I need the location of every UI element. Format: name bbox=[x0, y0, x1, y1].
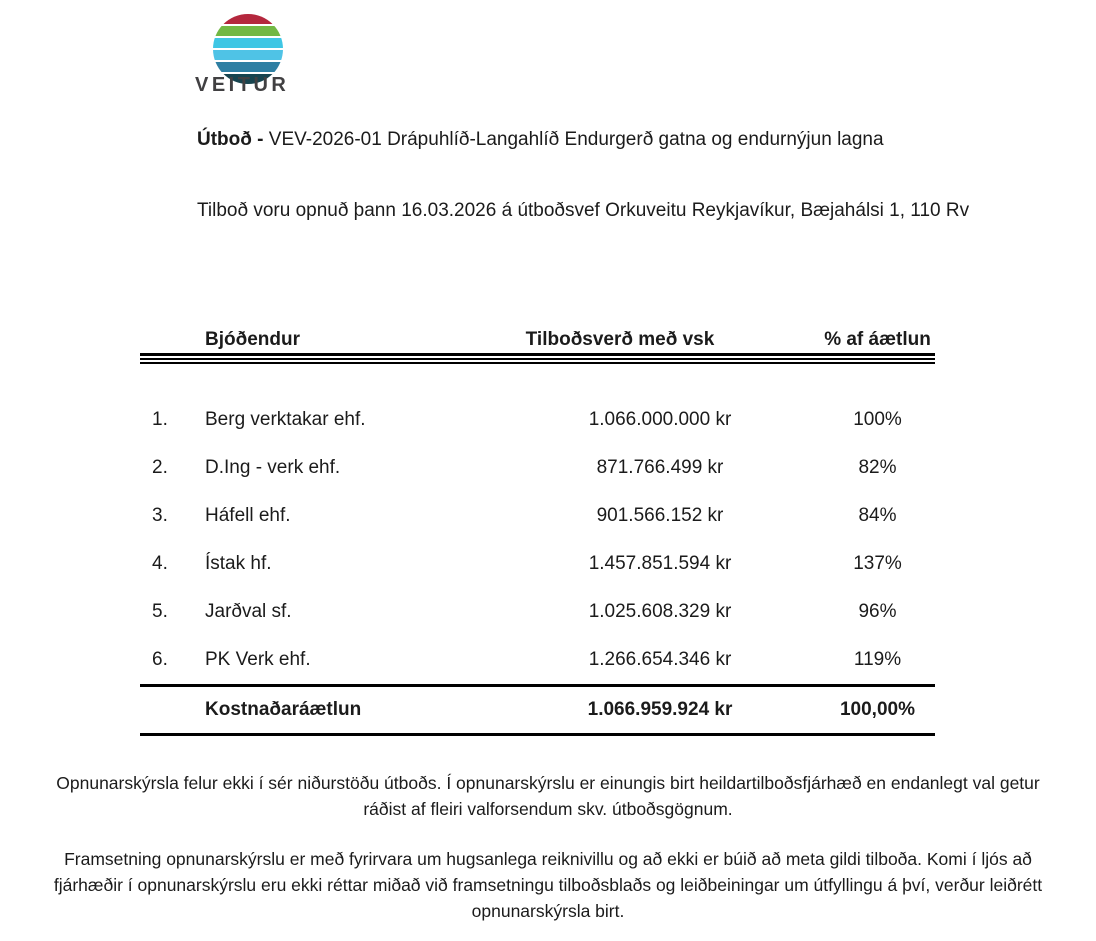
logo-stripe-lightblue bbox=[213, 50, 283, 60]
opening-statement: Tilboð voru opnuð þann 16.03.2026 á útboðsvef Orkuveitu Reykjavíkur, Bæjahálsi 1, 110 Rv bbox=[197, 200, 970, 221]
bidder-name: Háfell ehf. bbox=[205, 505, 291, 526]
bidder-name: Berg verktakar ehf. bbox=[205, 409, 366, 430]
table-row bbox=[140, 396, 935, 444]
pct-of-estimate: 84% bbox=[858, 505, 897, 526]
row-number: 1. bbox=[152, 409, 168, 430]
row-number: 3. bbox=[152, 505, 168, 526]
row-number: 5. bbox=[152, 601, 168, 622]
bid-price: 871.766.499 kr bbox=[596, 457, 724, 478]
table-row bbox=[140, 492, 935, 540]
header-pct-of-estimate: % af áætlun bbox=[824, 329, 931, 350]
header-bidders: Bjóðendur bbox=[205, 329, 300, 350]
total-pct: 100,00% bbox=[839, 699, 915, 720]
total-label: Kostnaðaráætlun bbox=[205, 699, 362, 720]
table-row bbox=[140, 636, 935, 684]
document-title-prefix: Útboð - bbox=[197, 129, 269, 150]
bid-price: 1.025.608.329 kr bbox=[588, 601, 732, 622]
logo-stripe-cyan bbox=[213, 38, 283, 48]
bidder-name: D.Ing - verk ehf. bbox=[205, 457, 341, 478]
bid-table bbox=[140, 329, 935, 736]
bid-price: 901.566.152 kr bbox=[596, 505, 724, 526]
pct-of-estimate: 119% bbox=[853, 649, 902, 670]
footnotes bbox=[0, 770, 1096, 924]
bid-price: 1.266.654.346 kr bbox=[588, 649, 732, 670]
table-row bbox=[140, 588, 935, 636]
pct-of-estimate: 96% bbox=[858, 601, 897, 622]
logo-stripe-blue bbox=[213, 62, 283, 72]
bidder-name: Jarðval sf. bbox=[205, 601, 292, 622]
total-rule-bottom bbox=[140, 733, 935, 736]
bid-price: 1.457.851.594 kr bbox=[588, 553, 732, 574]
document-title bbox=[197, 129, 884, 151]
total-price: 1.066.959.924 kr bbox=[587, 699, 733, 720]
pct-of-estimate: 137% bbox=[853, 553, 902, 574]
table-row bbox=[140, 540, 935, 588]
total-row bbox=[140, 687, 935, 733]
pct-of-estimate: 100% bbox=[853, 409, 902, 430]
row-number: 2. bbox=[152, 457, 168, 478]
pct-of-estimate: 82% bbox=[858, 457, 897, 478]
veitur-wordmark: VEITUR bbox=[195, 74, 290, 96]
table-row bbox=[140, 444, 935, 492]
table-body bbox=[140, 364, 935, 684]
table-header-row bbox=[140, 329, 935, 351]
bidder-name: Ístak hf. bbox=[205, 553, 272, 574]
row-number: 6. bbox=[152, 649, 168, 670]
bid-price: 1.066.000.000 kr bbox=[588, 409, 732, 430]
footnote-disclaimer-errors: Framsetning opnunarskýrslu er með fyrirvara um hugsanlega reiknivillu og að ekki er búið að meta gildi tilboða. Komi í ljós að fjárhæðir í opnunarskýrslu eru ekki réttar miðað við framsetningu tilboðsblaðs og leiðbeiningar um útfyllingu á því, verður leiðrétt opnunarskýrsla birt. bbox=[53, 849, 1043, 921]
document-title-text: VEV-2026-01 Drápuhlíð-Langahlíð Endurgerð gatna og endurnýjun lagna bbox=[268, 129, 884, 150]
logo-stripe-red bbox=[213, 14, 283, 24]
logo-stripe-green bbox=[213, 26, 283, 36]
bidder-name: PK Verk ehf. bbox=[205, 649, 311, 670]
header-rule-thick bbox=[140, 353, 935, 356]
footnote-disclaimer-results: Opnunarskýrsla felur ekki í sér niðurstöðu útboðs. Í opnunarskýrslu er einungis birt heildartilboðsfjárhæð en endanlegt val getur ráðist af fleiri valforsendum skv. útboðsgögnum. bbox=[56, 773, 1040, 819]
header-bid-price: Tilboðsverð með vsk bbox=[525, 329, 715, 350]
row-number: 4. bbox=[152, 553, 168, 574]
